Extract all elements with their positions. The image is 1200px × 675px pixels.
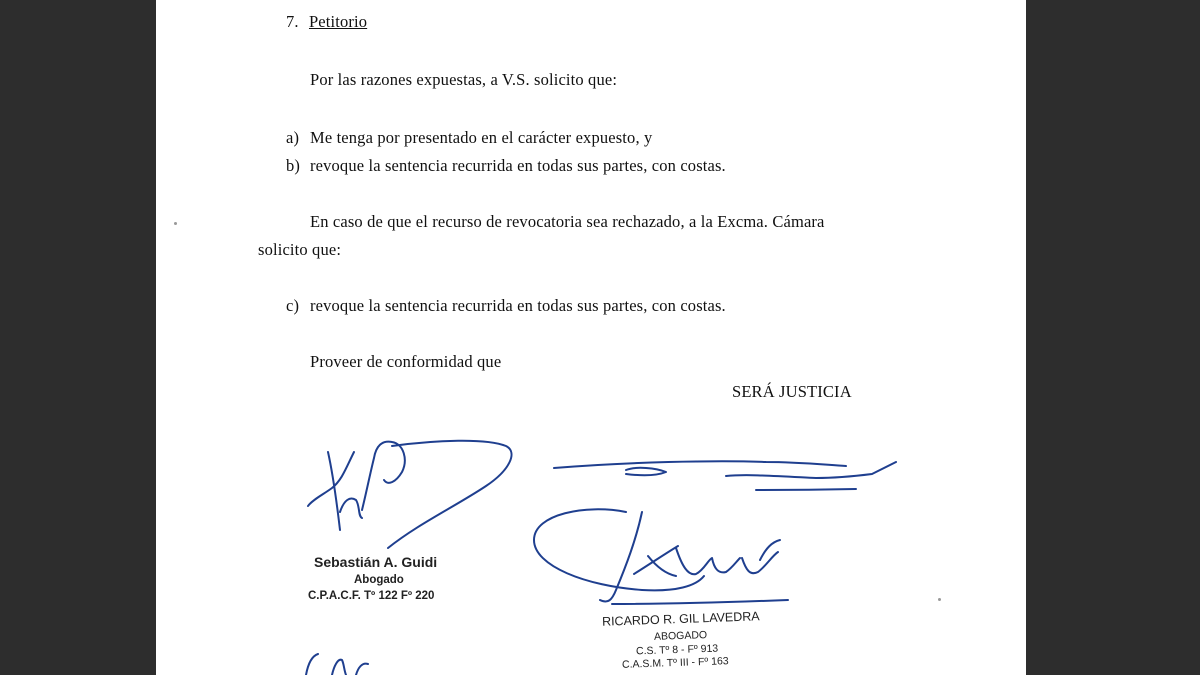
scan-speck xyxy=(174,222,177,225)
justice-closing: SERÁ JUSTICIA xyxy=(732,382,852,401)
list-item-marker-b: b) xyxy=(286,156,301,175)
left-stamp-role: Abogado xyxy=(354,574,404,586)
closing-paragraph: Proveer de conformidad que xyxy=(310,352,502,371)
list-item-marker-c: c) xyxy=(286,296,300,315)
viewer-right-margin xyxy=(1026,0,1200,675)
left-stamp-name: Sebastián A. Guidi xyxy=(314,554,438,570)
right-signature-top-line xyxy=(554,461,896,478)
viewer-left-margin xyxy=(0,0,156,675)
document-page xyxy=(156,0,1026,675)
right-signature-dash xyxy=(756,489,856,490)
left-signature-stroke xyxy=(308,441,512,548)
right-stamp-role: ABOGADO xyxy=(653,629,708,643)
subsidiary-paragraph-line2: solicito que: xyxy=(258,240,342,259)
list-item-text-a: Me tenga por presentado en el carácter expuesto, y xyxy=(310,128,653,147)
section-title: Petitorio xyxy=(308,12,368,31)
list-item-text-b: revoque la sentencia recurrida en todas sus partes, con costas. xyxy=(310,156,726,175)
handwritten-signatures xyxy=(156,0,1026,675)
subsidiary-paragraph-line1: En caso de que el recurso de revocatoria sea rechazado, a la Excma. Cámara xyxy=(310,212,825,231)
list-item-marker-a: a) xyxy=(286,128,300,147)
right-signature-loop xyxy=(534,509,788,604)
intro-paragraph: Por las razones expuestas, a V.S. solicito que: xyxy=(310,70,618,89)
left-stamp-registry: C.P.A.C.F. Tº 122 Fº 220 xyxy=(308,590,435,602)
list-item-text-c: revoque la sentencia recurrida en todas sus partes, con costas. xyxy=(310,296,726,315)
scan-speck xyxy=(938,598,941,601)
section-number: 7. xyxy=(286,12,299,31)
right-stamp-registry-2: C.A.S.M. Tº III - Fº 163 xyxy=(621,655,729,671)
right-stamp-registry-1: C.S. Tº 8 - Fº 913 xyxy=(635,642,719,658)
bottom-partial-signature xyxy=(306,654,368,675)
right-stamp-name: RICARDO R. GIL LAVEDRA xyxy=(601,609,760,629)
